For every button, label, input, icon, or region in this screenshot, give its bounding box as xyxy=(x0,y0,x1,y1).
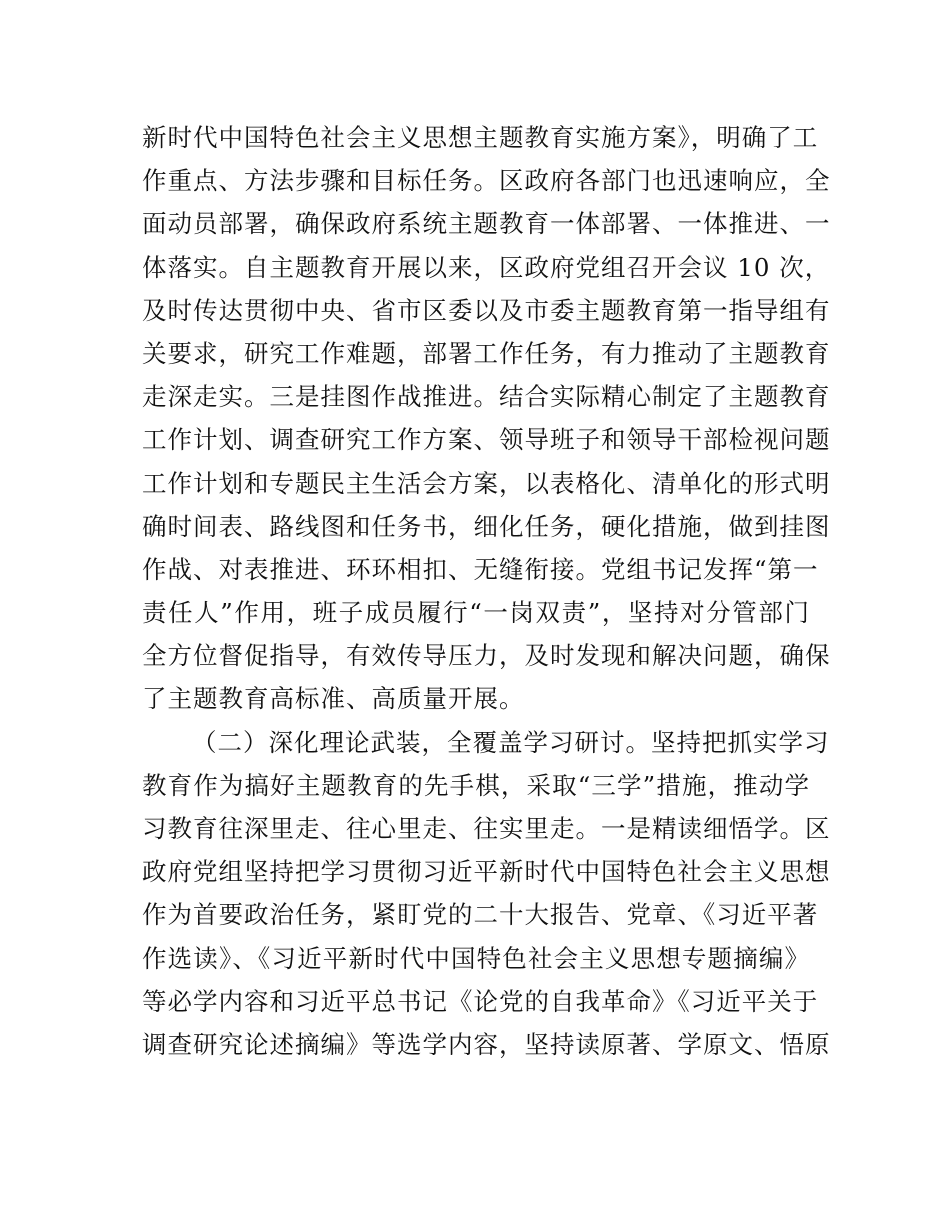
text-line: 工作计划、调查研究工作方案、领导班子和领导干部检视问题 xyxy=(142,425,831,455)
text-line: 政府党组坚持把学习贯彻习近平新时代中国特色社会主义思想 xyxy=(142,857,831,887)
paragraph-1 xyxy=(142,116,831,721)
text-line: 及时传达贯彻中央、省市区委以及市委主题教育第一指导组有 xyxy=(142,295,831,325)
text-line: 新时代中国特色社会主义思想主题教育实施方案》，明确了工 xyxy=(142,123,819,152)
text-line: 确时间表、路线图和任务书，细化任务，硬化措施，做到挂图 xyxy=(142,511,831,541)
text-line: 教育作为搞好主题教育的先手棋，采取“三学”措施，推动学 xyxy=(142,770,810,800)
text-line: 走深走实。三是挂图作战推进。结合实际精心制定了主题教育 xyxy=(142,382,831,412)
text-line: （二）深化理论武装，全覆盖学习研讨。坚持把抓实学习 xyxy=(192,727,830,757)
text-line: 了主题教育高标准、高质量开展。 xyxy=(142,684,525,714)
text-line: 体落实。自主题教育开展以来，区政府党组召开会议 10 次， xyxy=(142,252,831,282)
text-line: 等必学内容和习近平总书记《论党的自我革命》《习近平关于 xyxy=(142,986,819,1016)
text-line: 习教育往深里走、往心里走、往实里走。一是精读细悟学。区 xyxy=(142,814,831,843)
text-line: 面动员部署，确保政府系统主题教育一体部署、一体推进、一 xyxy=(142,209,831,239)
paragraph-2 xyxy=(142,721,831,1067)
text-line: 调查研究论述摘编》等选学内容，坚持读原著、学原文、悟原 xyxy=(142,1029,831,1059)
text-line: 关要求，研究工作难题，部署工作任务，有力推动了主题教育 xyxy=(142,338,831,368)
text-line: 工作计划和专题民主生活会方案，以表格化、清单化的形式明 xyxy=(142,468,831,498)
document-body xyxy=(142,116,831,1066)
text-line: 作选读》、《习近平新时代中国特色社会主义思想专题摘编》 xyxy=(142,943,810,973)
text-line: 全方位督促指导，有效传导压力，及时发现和解决问题，确保 xyxy=(142,641,831,671)
text-line: 作为首要政治任务，紧盯党的二十大报告、党章、《习近平著 xyxy=(142,900,819,930)
text-line: 作重点、方法步骤和目标任务。区政府各部门也迅速响应，全 xyxy=(142,166,831,196)
text-line: 责任人”作用，班子成员履行“一岗双责”，坚持对分管部门 xyxy=(142,598,810,628)
text-line: 作战、对表推进、环环相扣、无缝衔接。党组书记发挥“第一 xyxy=(142,554,819,584)
